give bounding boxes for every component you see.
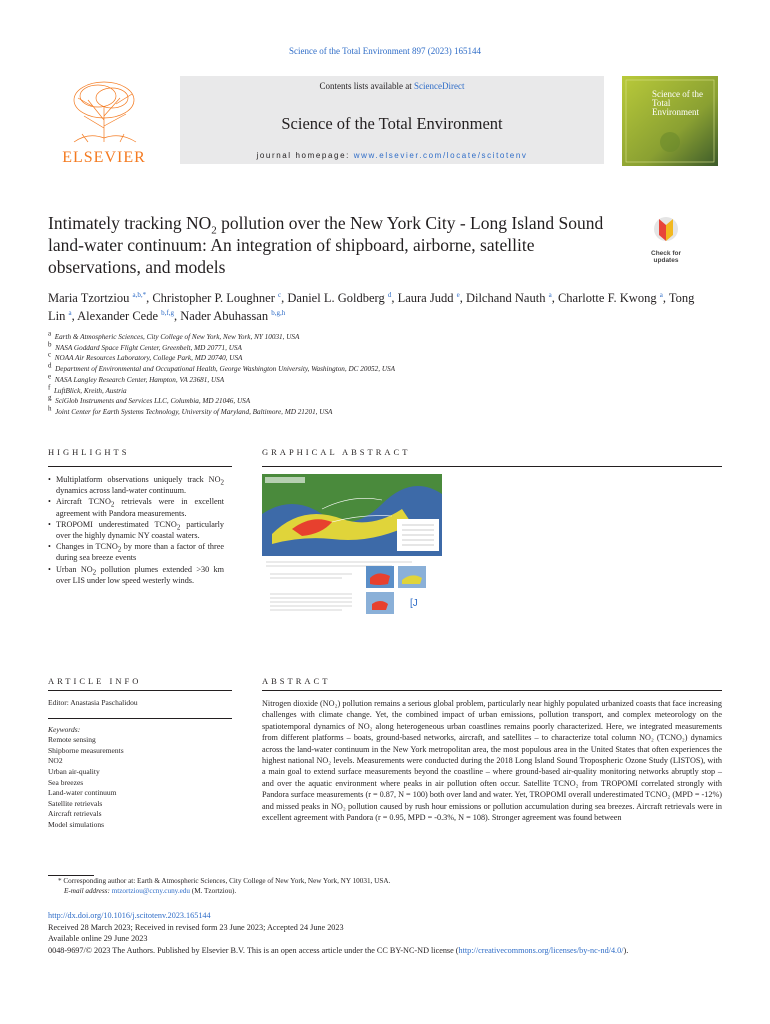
doi-link[interactable]: http://dx.doi.org/10.1016/j.scitotenv.2023.165144	[48, 911, 211, 920]
author[interactable]: Laura Judd $^e$,	[397, 290, 466, 305]
author[interactable]: Dilchand Nauth $^a$,	[465, 290, 558, 305]
journal-cover[interactable]	[622, 76, 718, 166]
contents-line: Contents lists available at ScienceDirect	[319, 81, 465, 91]
author[interactable]: Christopher P. Loughner $^c$,	[152, 290, 288, 305]
footnote: * Corresponding author at: Earth & Atmospheric Sciences, City College of New York, New York, NY 10031, USA. E-mail address: mtzortziou@ccny.cuny.edu (M. Tzortziou).	[48, 876, 648, 897]
online-date: Available online 29 June 2023	[48, 934, 148, 944]
sciencedirect-link[interactable]: ScienceDirect	[414, 81, 465, 91]
journal-reference[interactable]: Science of the Total Environment 897 (2023) 165144	[289, 46, 481, 56]
received-dates: Received 28 March 2023; Received in revised form 23 June 2023; Accepted 24 June 2023	[48, 922, 344, 932]
check-for-updates-badge[interactable]	[644, 215, 688, 264]
author[interactable]: Maria Tzortziou $^{a,b,*}$,	[48, 290, 153, 305]
author[interactable]: Nader Abuhassan $^{b,g,h}$	[180, 308, 286, 323]
keyword: Shipborne measurements	[48, 745, 124, 755]
corresponding-author: * Corresponding author at: Earth & Atmospheric Sciences, City College of New York, New York, NY 10031, USA.	[58, 877, 391, 885]
elsevier-logo	[48, 76, 160, 168]
highlight-item: • Multiplatform observations uniquely track NO2 dynamics across land-water continuum.	[56, 474, 224, 496]
affiliation: a Earth & Atmospheric Sciences, City College of New York, New York, NY 10031, USA	[48, 329, 300, 341]
graphical-abstract-heading: GRAPHICAL ABSTRACT	[262, 447, 411, 457]
keywords-label: Keywords:	[48, 724, 81, 734]
affiliation: f LuftBlick, Kreith, Austria	[48, 383, 127, 395]
keyword: Sea breezes	[48, 777, 84, 787]
article-info-heading: ARTICLE INFO	[48, 676, 142, 686]
article-metadata	[48, 910, 728, 956]
affiliation: g SciGlob Instruments and Services LLC, Columbia, MD 21046, USA	[48, 393, 251, 406]
cover-title: Science of the Total Environment	[652, 89, 703, 117]
license: 0048-9697/© 2023 The Authors. Published by Elsevier B.V. This is an open access article under the CC BY-NC-ND license (http://creativecommons.org/licenses/by-nc-nd/4.0/).	[48, 945, 629, 955]
check-label: Check for updates	[651, 250, 681, 264]
license-link[interactable]: http://creativecommons.org/licenses/by-nc-nd/4.0/	[458, 945, 624, 955]
divider	[48, 690, 232, 691]
homepage-link[interactable]: www.elsevier.com/locate/scitotenv	[353, 151, 528, 160]
affiliation: d Department of Environmental and Occupational Health, George Washington University, Washington, DC 20052, USA	[48, 361, 396, 374]
highlights-heading: HIGHLIGHTS	[48, 447, 130, 457]
highlight-item: • Changes in TCNO2 by more than a factor of three during sea breeze events	[56, 541, 224, 563]
keyword: Aircraft retrievals	[48, 809, 102, 819]
homepage-line: journal homepage: www.elsevier.com/locate/scitotenv	[256, 151, 528, 160]
author[interactable]: Daniel L. Goldberg $^d$,	[287, 290, 398, 305]
highlight-item: • Urban NO2 pollution plumes extended >30 km over LIS under low speed westerly winds.	[56, 564, 224, 586]
graphical-abstract-image[interactable]	[262, 474, 442, 636]
affiliations	[48, 329, 728, 418]
affiliation: c NOAA Air Resources Laboratory, College Park, MD 20740, USA	[48, 351, 243, 363]
svg-text:[J: [J	[410, 598, 418, 609]
abstract-text: Nitrogen dioxide (NO₂) pollution remains a serious global problem, particularly near highly populated urbanized coasts that face increasing challenges with climate change. Yet, the combined impact of urban emissions, pollution transport, and complex meteorology on the spatiotemporal dynamics of NO₂ along heterogeneous urban coastlines remains poorly characterized. Here, we integrated measurements from different platforms – boats, ground-based networks, aircraft, and satellites – to characterize total column NO₂ (TCNO₂) dynamics across the land-water continuum in the New York metropolitan area, the most populous area in the United States that often experiences the highest national NO₂ levels. Measurements were conducted during the 2018 Long Island Sound Tropospheric Ozone Study (LISTOS), with a main goal to extend surface measurements beyond the coastline – where ground-based air-quality monitoring networks abruptly stop – and over the aquatic environment where peaks in air pollution often occur. Satellite TCNO₂ from TROPOMI correlated strongly with Pandora surface measurements (r = 0.87, N = 100) both over land and water. Yet, TROPOMI overall underestimated TCNO₂ (MPD = -12%) and missed peaks in NO₂ pollution caused by rush hour emissions or pollution accumulation during sea breezes. Aircraft retrievals were in excellent agreement with Pandora (r = 0.95, MPD = -0.3%, N = 108). Stronger agreement was found between	[262, 699, 722, 823]
author[interactable]: Alexander Cede $^{b,f,g}$,	[77, 308, 181, 323]
affiliation: h Joint Center for Earth Systems Technology, University of Maryland, Baltimore, MD 21201, USA	[48, 404, 333, 416]
highlight-item: • TROPOMI underestimated TCNO2 particularly over the highly dynamic NY coastal waters.	[56, 519, 224, 541]
journal-name: Science of the Total Environment	[281, 114, 503, 133]
author[interactable]: Charlotte F. Kwong $^a$,	[557, 290, 669, 305]
affiliation: b NASA Goddard Space Flight Center, Greenbelt, MD 20771, USA	[48, 340, 242, 352]
article-title: Intimately tracking $NO_2$ pollution over the New York City - Long Island Sound land-water continuum: An integration of shipboard, airborne, satellite observations, and models	[48, 213, 604, 277]
publisher-name: ELSEVIER	[62, 149, 146, 166]
divider	[262, 466, 722, 467]
article-info	[48, 698, 232, 831]
author[interactable]: Tong Lin $^a$,	[48, 291, 695, 323]
highlight-item: • Aircraft TCNO2 retrievals were in excellent agreement with Pandora measurements.	[56, 496, 224, 518]
keyword: Urban air-quality	[48, 766, 100, 776]
keyword: Land-water continuum	[48, 788, 117, 798]
keyword: Remote sensing	[48, 735, 96, 745]
author-list	[48, 289, 718, 325]
journal-header	[180, 76, 604, 164]
highlights-list	[48, 474, 224, 586]
keyword: Model simulations	[48, 819, 105, 829]
editor: Editor: Anastasia Paschalidou	[48, 698, 138, 707]
email-link[interactable]: mtzortziou@ccny.cuny.edu	[111, 887, 190, 896]
divider	[48, 466, 232, 467]
affiliation: e NASA Langley Research Center, Hampton, VA 23681, USA	[48, 372, 225, 384]
keyword: NO2	[48, 756, 63, 766]
bookmark-icon	[644, 215, 688, 245]
divider	[48, 718, 232, 719]
abstract-heading: ABSTRACT	[262, 676, 331, 686]
keyword: Satellite retrievals	[48, 798, 103, 808]
divider	[262, 690, 722, 691]
elsevier-tree-icon	[48, 76, 160, 168]
